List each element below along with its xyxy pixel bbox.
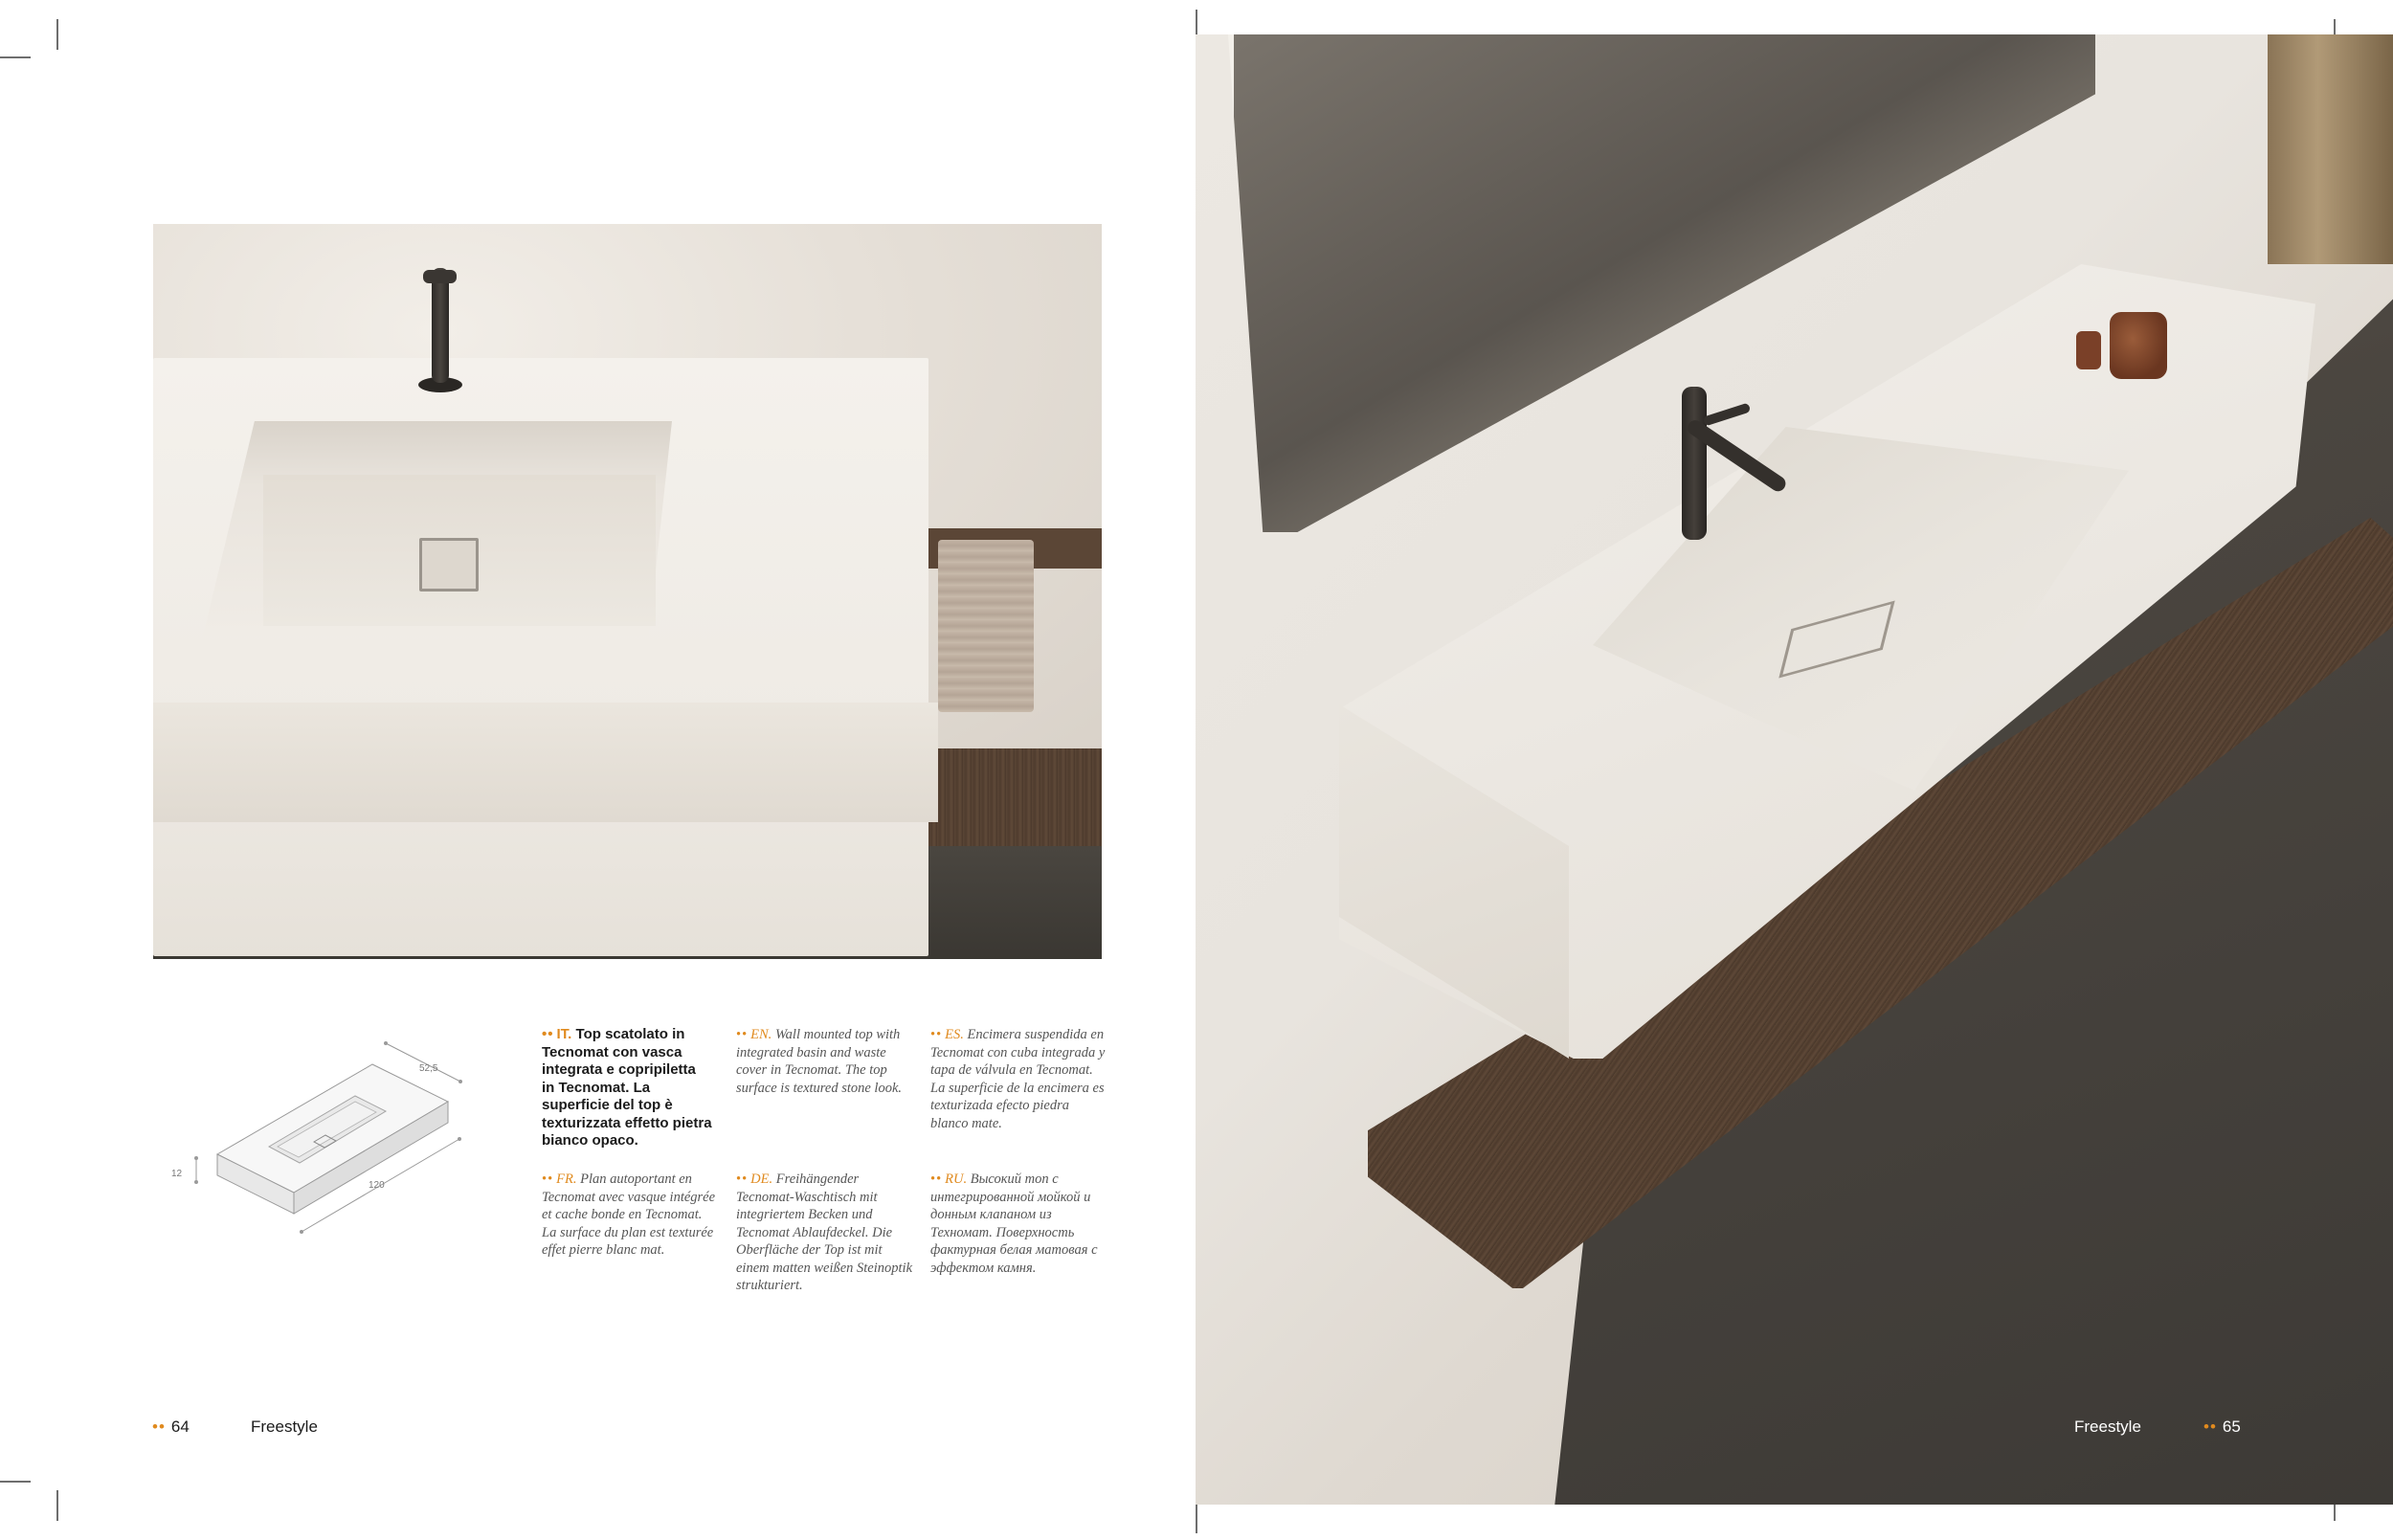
crop-mark [0, 56, 31, 58]
bottle [2076, 331, 2101, 369]
faucet [1682, 387, 1707, 540]
right-section-title: Freestyle [2074, 1417, 2141, 1436]
description-fr: •• FR. Plan autoportant en Tecnomat avec vasque intégrée et cache bonde en Tecnomat. La surface du plan est texturée effet pierre blanc mat. [542, 1172, 716, 1258]
hanging-towel [2268, 34, 2393, 264]
width-dimension: 120 [369, 1180, 385, 1191]
product-photo-overview [1196, 34, 2393, 1505]
description-ru: •• RU. Высокий топ с интегрированной мойкой и донным клапаном из Техномат. Поверхность фактурная белая матовая с эффектом камня. [930, 1172, 1098, 1276]
bottle [2110, 312, 2167, 379]
left-section-title: Freestyle [251, 1417, 318, 1436]
product-photo-closeup [153, 224, 1102, 959]
crop-mark [56, 19, 58, 50]
crop-mark [56, 1490, 58, 1521]
dimension-diagram [168, 1029, 483, 1249]
faucet [432, 268, 449, 383]
description-de: •• DE. Freihängender Tecnomat-Waschtisch mit integriertem Becken und Tecnomat Ablaufdeckel. Die Oberfläche der Top ist mit einem matten weißen Steinoptik strukturiert. [736, 1172, 913, 1293]
description-en: •• EN. Wall mounted top with integrated basin and waste cover in Tecnomat. The top surface is textured stone look. [736, 1027, 903, 1096]
depth-dimension: 52,5 [419, 1063, 438, 1074]
left-page-number: •• 64 [152, 1417, 190, 1436]
description-it: •• IT. Top scatolato in Tecnomat con vasca integrata e copripiletta in Tecnomat. La superficie del top è texturizzata effetto pietra bianco opaco. [542, 1026, 712, 1149]
crop-mark [0, 1481, 31, 1483]
right-page-number: •• 65 [2203, 1417, 2241, 1436]
description-es: •• ES. Encimera suspendida en Tecnomat con cuba integrada y tapa de válvula en Tecnomat. La superficie de la encimera es texturizada efecto piedra blanco mate. [930, 1027, 1106, 1131]
towel [938, 540, 1034, 712]
crop-mark [1196, 1503, 1197, 1533]
waste-cover [419, 538, 479, 591]
height-dimension: 12 [171, 1169, 183, 1179]
